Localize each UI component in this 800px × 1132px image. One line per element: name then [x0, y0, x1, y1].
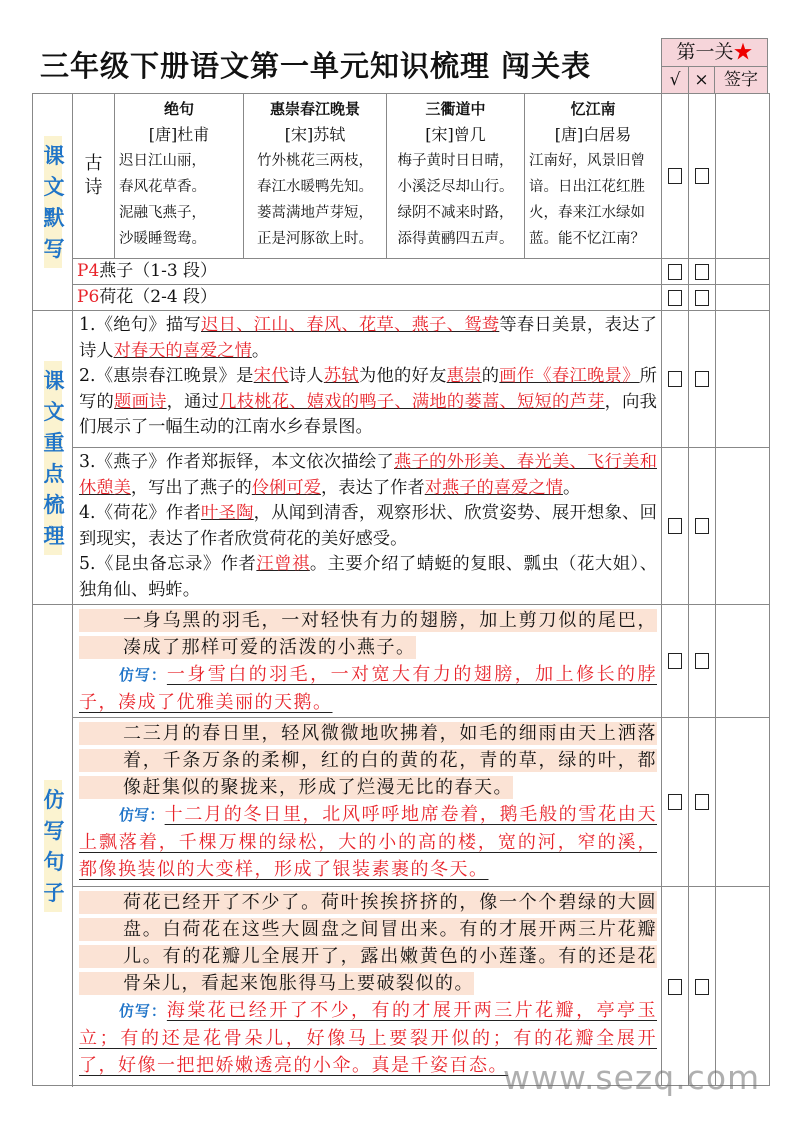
fail-checkbox[interactable] [689, 94, 716, 258]
keypoints-text [73, 311, 662, 447]
section-dictation [33, 94, 73, 311]
text-segment: ，表达了作者 [320, 477, 425, 498]
original-sentence: 荷花已经开了不少了。荷叶挨挨挤挤的，像一个个碧绿的大圆盘。白荷花在这些大圆盘之间冒出来。有的才展开两三片花瓣儿。有的花瓣儿全展开了，露出嫩黄色的小莲蓬。有的还是花骨朵儿，看起来饱胀得马上要破裂似的。 [79, 891, 657, 995]
page-number: P6 [77, 287, 100, 307]
checklist-table [32, 93, 770, 1086]
poem: 绝句 [唐]杜甫 迟日江山丽， 春风花草香。 泥融飞燕子， 沙暖睡鸳鸯。 [115, 94, 244, 258]
cross-header: × [689, 67, 715, 94]
text-segment: 的 [481, 366, 500, 386]
pass-checkbox[interactable] [662, 718, 689, 886]
ancient-label: 古诗 [73, 94, 115, 258]
stage-label: 第一关 [676, 41, 734, 63]
star-icon: ★ [733, 41, 753, 63]
section-keypoints [33, 311, 73, 605]
text-segment: 。 [251, 340, 270, 361]
text-segment: ，从闻到清香，观察形状、欣赏姿势、展开想象、回到现实，表达了作者欣赏荷花的美好感受。 [79, 503, 657, 549]
text-segment: 3.《燕子》作者郑振铎，本文依次描绘了 [79, 452, 395, 472]
text-segment: 所写的 [79, 366, 657, 412]
key-answer: 汪曾祺 [256, 554, 310, 574]
imitate-label: 仿写： [119, 806, 165, 824]
keypoints-row [73, 448, 769, 605]
key-answer: 叶圣陶 [201, 503, 254, 523]
fail-checkbox[interactable] [689, 285, 716, 310]
text-segment: 2.《惠崇春江晚景》是 [79, 366, 254, 386]
imitation-row [73, 887, 769, 1086]
passage-title: 荷花（2-4 段） [99, 287, 218, 307]
imitate-label: 仿写： [119, 666, 167, 684]
key-answer: 画作《春江晚景》 [499, 366, 640, 386]
pass-checkbox[interactable] [662, 259, 689, 284]
pass-checkbox[interactable] [662, 448, 689, 604]
key-answer: 燕子的外形美、春光美、飞行美和休憩美 [79, 452, 657, 498]
pass-checkbox[interactable] [662, 887, 689, 1086]
keypoints-text [73, 448, 662, 604]
page-title: 三年级下册语文第一单元知识梳理 闯关表 [40, 49, 592, 83]
pass-checkbox[interactable] [662, 311, 689, 447]
poem: 忆江南 [唐]白居易 江南好，风景旧曾 谙。日出江花红胜 火，春来江水绿如 蓝。能不忆江南？ [529, 100, 645, 247]
passage-title: 燕子（1-3 段） [99, 261, 218, 281]
key-answer: 题画诗 [114, 391, 167, 412]
poem: 惠崇春江晚景 [宋]苏轼 竹外桃花三两枝， 春江水暖鸭先知。 蒌蒿满地芦芽短， 正是河豚欲上时。 [244, 94, 387, 258]
section-label: 课文重点梳理 [44, 361, 62, 555]
original-sentence: 一身乌黑的羽毛，一对轻快有力的翅膀，加上剪刀似的尾巴，凑成了那样可爱的活泼的小燕子。 [79, 609, 657, 659]
poems-row [73, 94, 769, 259]
fail-checkbox[interactable] [689, 311, 716, 447]
imitation-row [73, 718, 769, 887]
stage-box [661, 38, 768, 94]
pass-checkbox[interactable] [662, 94, 689, 258]
key-answer: 几枝桃花、嬉戏的鸭子、满地的蒌蒿、短短的芦芽 [219, 391, 605, 412]
imitation-answer: 十二月的冬日里，北风呼呼地席卷着，鹅毛般的雪花由天上飘落着，千棵万棵的绿松，大的小的高的楼，宽的河，窄的溪，都像换装似的大变样，形成了银装素裹的冬天。 [79, 804, 657, 880]
passage-row [73, 285, 769, 311]
pass-checkbox[interactable] [662, 605, 689, 717]
key-answer: 伶俐可爱 [251, 477, 321, 498]
imitate-label: 仿写： [119, 1002, 167, 1020]
poem: 三衢道中 [宋]曾几 梅子黄时日日晴， 小溪泛尽却山行。 绿阴不减来时路， 添得黄鹂四五声。 [387, 94, 525, 258]
key-answer: 对春天的喜爱之情 [113, 340, 252, 361]
text-segment: ，向我们展示了一幅生动的江南水乡春景图。 [79, 391, 657, 437]
sign-header: 签字 [724, 70, 758, 90]
imitation-row [73, 605, 769, 718]
section-imitate [33, 605, 73, 1087]
keypoints-row [73, 311, 769, 448]
pass-checkbox[interactable] [662, 285, 689, 310]
text-segment: 为他的好友 [358, 366, 447, 386]
text-segment: 。主要介绍了蜻蜓的复眼、瓢虫（花大姐）、独角仙、蚂蚱。 [79, 554, 657, 600]
imitation-answer: 海棠花已经开了不少，有的才展开两三片花瓣，亭亭玉立；有的还是花骨朵儿，好像马上要裂开似的；有的花瓣全展开了，好像一把把娇嫩透亮的小伞。真是千姿百态。 [79, 1000, 657, 1076]
key-answer: 惠崇 [446, 366, 482, 386]
text-segment: 等春日美景，表达了诗人 [79, 315, 657, 361]
fail-checkbox[interactable] [689, 259, 716, 284]
page-number: P4 [77, 261, 100, 281]
text-segment: 5.《昆虫备忘录》作者 [79, 554, 257, 574]
key-answer: 苏轼 [323, 366, 359, 386]
fail-checkbox[interactable] [689, 605, 716, 717]
text-segment: ，通过 [166, 391, 220, 412]
fail-checkbox[interactable] [689, 718, 716, 886]
original-sentence: 二三月的春日里，轻风微微地吹拂着，如毛的细雨由天上洒落着，千条万条的柔柳，红的白的黄的花，青的草，绿的叶，都像赶集似的聚拢来，形成了烂漫无比的春天。 [79, 722, 657, 799]
passage-row [73, 259, 769, 285]
fail-checkbox[interactable] [689, 448, 716, 604]
text-segment: 4.《荷花》作者 [79, 503, 202, 523]
text-segment: 诗人 [288, 366, 324, 386]
fail-checkbox[interactable] [689, 887, 716, 1086]
watermark: www.sezq.com [503, 1058, 761, 1097]
key-answer: 迟日、江山、春风、花草、燕子、鸳鸯 [201, 315, 500, 335]
text-segment: 。 [562, 477, 581, 498]
imitation-answer: 一身雪白的羽毛，一对宽大有力的翅膀，加上修长的脖子，凑成了优雅美丽的天鹅。 [79, 664, 657, 713]
section-label: 课文默写 [44, 136, 62, 268]
section-label: 仿写句子 [44, 780, 62, 912]
key-answer: 对燕子的喜爱之情 [424, 477, 563, 498]
check-header: √ [662, 67, 689, 94]
text-segment: 1.《绝句》描写 [79, 315, 202, 335]
text-segment: ，写出了燕子的 [130, 477, 252, 498]
key-answer: 宋代 [253, 366, 289, 386]
